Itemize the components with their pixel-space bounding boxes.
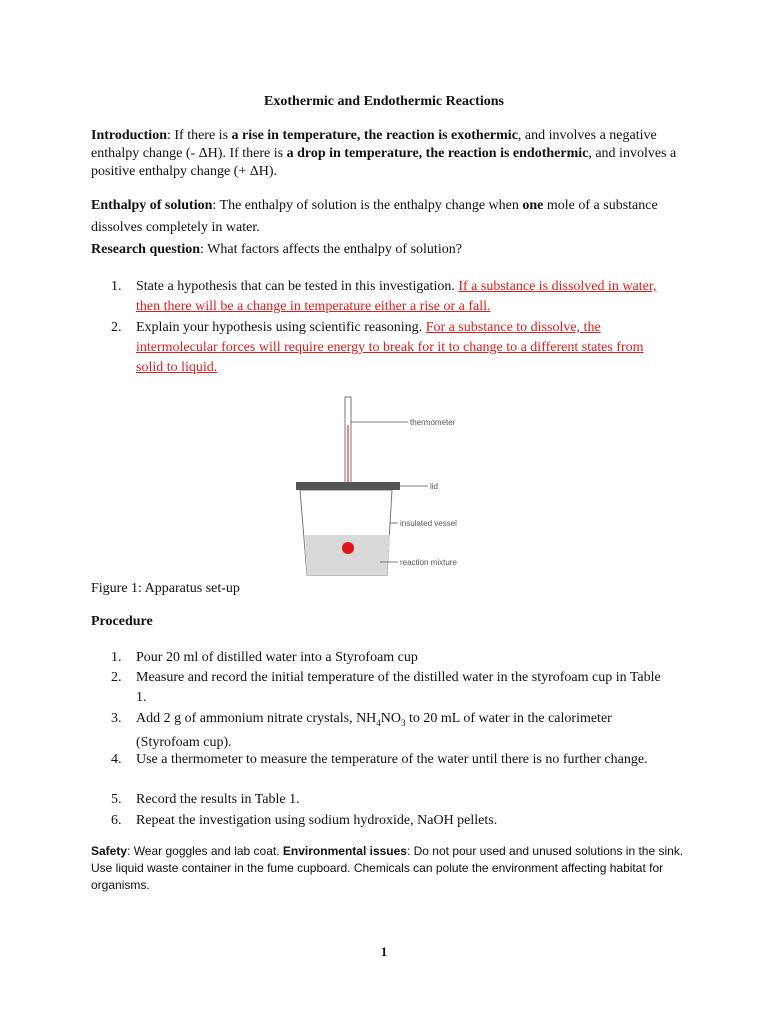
figure-caption: Figure 1: Apparatus set-up: [91, 581, 240, 596]
answer-text: For a substance to dissolve, the intermolecular forces will require energy to break for it to change to a different states from solid to liquid.: [136, 320, 644, 375]
thermometer-bulb: [342, 542, 354, 554]
mixture-label: reaction mixture: [400, 558, 457, 567]
enthalpy-label: Enthalpy of solution: [91, 198, 213, 213]
safety-paragraph: Safety: Wear goggles and lab coat. Environmental issues: Do not pour used and unused solutions in the sink. Use liquid waste container in the fume cupboard. Chemicals can polute the environment affecting habitat for organisms.: [91, 844, 684, 892]
enthalpy-paragraph: Enthalpy of solution: The enthalpy of solution is the enthalpy change when one mole of a substance dissolves completely in water.: [91, 198, 658, 235]
safety-label: Safety: [91, 844, 128, 858]
thermometer-label: thermometer: [410, 418, 456, 427]
research-label: Research question: [91, 242, 201, 257]
lid-label: lid: [430, 482, 439, 491]
research-question: Research question: What factors affects the enthalpy of solution?: [91, 242, 462, 257]
lid-shape: [296, 482, 400, 490]
introduction-label: Introduction: [91, 128, 167, 143]
document-title: Exothermic and Endothermic Reactions: [264, 94, 504, 109]
document-page: Exothermic and Endothermic Reactions Introduction: If there is a rise in temperature, the reaction is exothermic, and involves a negative enthalpy change (- ΔH). If there is a drop in temperature, the reaction is endothermic, and involves a positive enthalpy change (+ ΔH). Enthalpy of solution: The enthalpy of solution is the enthalpy change when one mole of a substance dissolves completely in water. Research question: What factors affects the enthalpy of solution? 1. State a hypothesis that can be tested in this investigation. If a substance is dissolved in water, then there will be a change in temperature either a rise or a fall. 2. Explain your hypothesis using scientific reasoning. For a substance to dissolve, the intermolecular forces will require energy to break for it to change to a different states from solid to liquid. thermometer lid insulated vessel reaction mixture Figure 1: Apparatus set-up Procedure 1. Pour 20 ml of distilled water into a Styrofoam cup 2. Measure and record the initial temperature of the distilled water in the styrofoam cup in Table 1. 3. Add 2 g of ammonium nitrate crystals, $NH_4NO_3$ to 20 mL of water in the calorimeter (Styrofoam cup). 4. Use a thermometer to measure the temperature of the water until there is no further change. 5. Record the results in Table 1. 6. Repeat the investigation using sodium hydroxide, NaOH pellets. Safety: Wear goggles and lab coat. Environmental issues: Do not pour used and unused solutions in the sink. Use liquid waste container in the fume cupboard. Chemicals can polute the environment affecting habitat for organisms. 1: [0, 0, 768, 1024]
apparatus-diagram: [290, 395, 490, 580]
answer-text: If a substance is dissolved in water, then there will be a change in temperature either a rise or a fall.: [136, 279, 657, 314]
introduction-paragraph: Introduction: If there is a rise in temperature, the reaction is exothermic, and involves a negative enthalpy change (- ΔH). If there is a drop in temperature, the reaction is endothermic, and involves a positive enthalpy change (+ ΔH).: [91, 128, 677, 179]
procedure-heading: Procedure: [91, 614, 153, 629]
page-number: 1: [380, 944, 388, 959]
environmental-label: Environmental issues: [282, 844, 407, 858]
vessel-label: insulated vessel: [400, 519, 457, 528]
